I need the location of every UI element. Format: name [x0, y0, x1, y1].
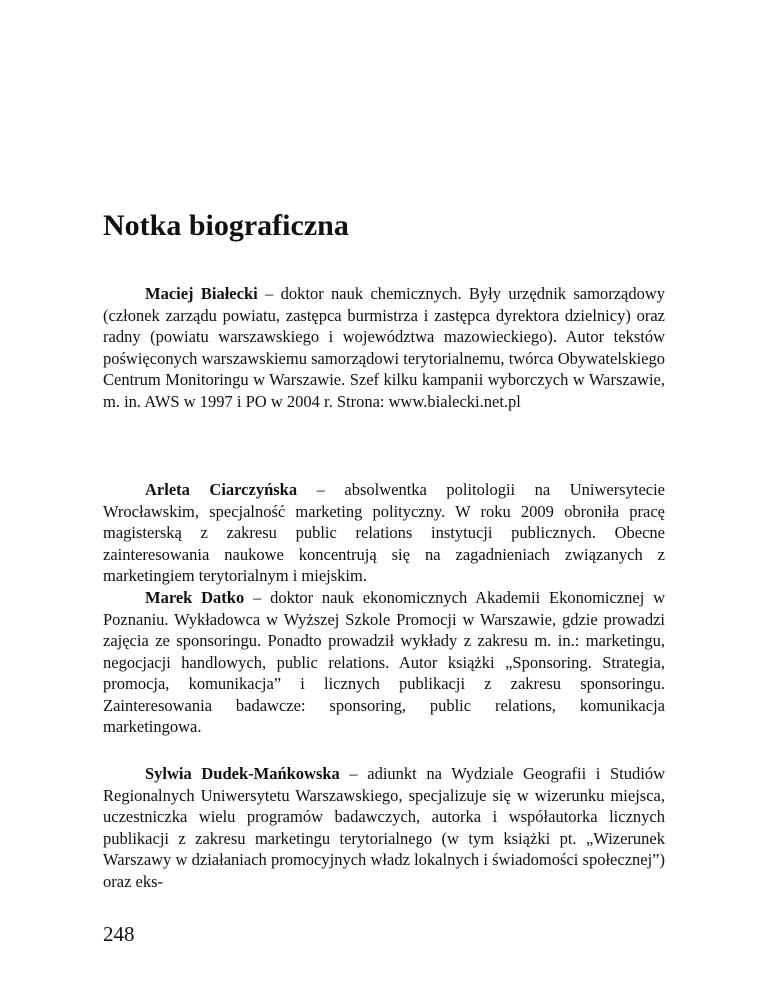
bio-entry-dudek-mankowska: [103, 763, 665, 892]
bio-name: Marek Datko: [145, 588, 245, 607]
bio-text: – doktor nauk ekonomicznych Akademii Ekonomicznej w Poznaniu. Wykładowca w Wyższej Szkole Promocji w Warszawie, gdzie prowadzi zajęcia ze sponsoringu. Ponadto prowadził wykłady z zakresu m. in.: marketingu, negocjacji handlowych, public relations. Autor książki „Sponsoring. Strategia, promocja, komunikacja” i licznych publikacji z zakresu sponsoringu. Zainteresowania badawcze: sponsoring, public relations, komunikacja marketingowa.: [103, 588, 665, 736]
bio-text: – adiunkt na Wydziale Geografii i Studiów Regionalnych Uniwersytetu Warszawskiego, specjalizuje się w wizerunku miejsca, uczestniczka wielu programów badawczych, autorka i współautorka licznych publikacji z zakresu marketingu terytorialnego (w tym książki pt. „Wizerunek Warszawy w działaniach promocyjnych władz lokalnych i świadomości społecznej”) oraz eks-: [103, 764, 665, 891]
bio-entry-ciarczynska: [103, 479, 665, 587]
page-title: Notka biograficzna: [103, 209, 349, 242]
page-number: 248: [103, 922, 135, 946]
bio-name: Sylwia Dudek-Mańkowska: [145, 764, 340, 783]
bio-entry-datko: [103, 587, 665, 738]
bio-text: – absolwentka politologii na Uniwersytecie Wrocławskim, specjalność marketing polityczny. W roku 2009 obroniła pracę magisterską z zakresu public relations instytucji publicznych. Obecne zainteresowania naukowe koncentrują się na zagadnieniach związanych z marketingiem terytorialnym i miejskim.: [103, 480, 665, 585]
bio-name: Arleta Ciarczyńska: [145, 480, 298, 499]
bio-text: – doktor nauk chemicznych. Były urzędnik samorządowy (członek zarządu powiatu, zastępca burmistrza i zastępca dyrektora dzielnicy) oraz radny (powiatu warszawskiego i województwa mazowieckiego). Autor tekstów poświęconych warszawskiemu samorządowi terytorialnemu, twórca Obywatelskiego Centrum Monitoringu w Warszawie. Szef kilku kampanii wyborczych w Warszawie, m. in. AWS w 1997 i PO w 2004 r. Strona: www.bialecki.net.pl: [103, 284, 666, 411]
bio-entry-bialecki: [103, 283, 665, 412]
bio-name: Maciej Białecki: [145, 284, 258, 303]
